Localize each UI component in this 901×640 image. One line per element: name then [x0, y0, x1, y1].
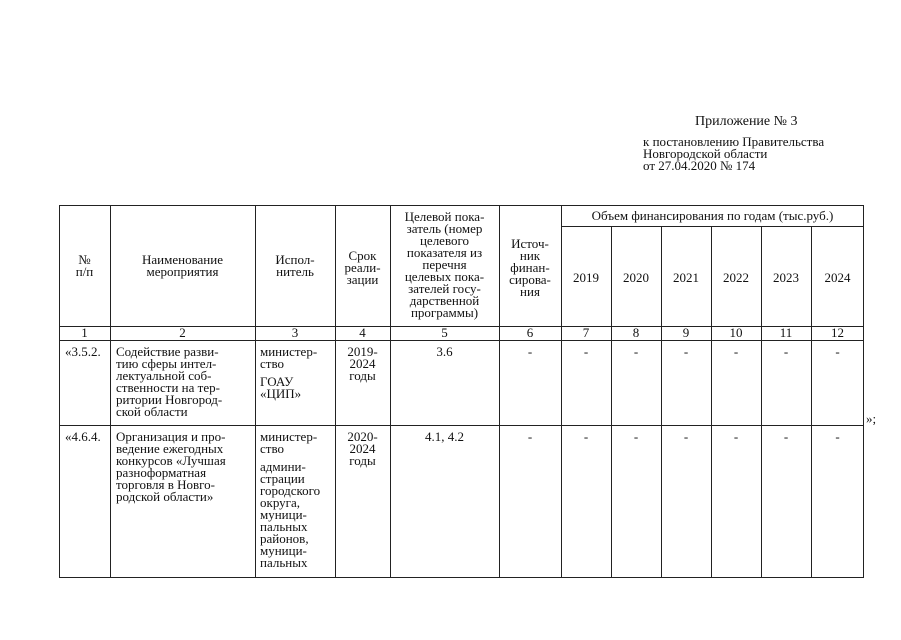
column-number: 6 [526, 325, 534, 340]
row-value: - [733, 344, 739, 359]
header-year: 2024 [824, 270, 851, 285]
divider [561, 226, 864, 227]
header-executor: Испол- нитель [275, 252, 315, 279]
decree-line: от 27.04.2020 № 174 [643, 158, 756, 173]
header-source: Источ- ник финан- сирова- ния [509, 236, 551, 299]
row-name: Организация и про- ведение ежегодных конкурсов «Лучшая разноформатная торговля в Новго- родской области» [116, 429, 226, 504]
header-year: 2023 [773, 270, 799, 285]
row-value: - [835, 344, 840, 359]
column-number: 11 [779, 325, 793, 340]
header-name: Наименование мероприятия [142, 252, 223, 279]
header-num: № п/п [75, 252, 94, 279]
column-number: 1 [81, 325, 88, 340]
header-funding-group: Объем финансирования по годам (тыс.руб.) [591, 208, 834, 223]
row-target: 3.6 [436, 344, 453, 359]
row-value: - [783, 344, 789, 359]
header-target: Целевой пока- затель (номер целевого показателя из перечня целевых пока- зателей госу- дарственной программы) [404, 209, 485, 320]
row-number: «3.5.2. [65, 344, 101, 359]
column-number: 5 [441, 325, 448, 340]
column-number: 7 [582, 325, 590, 340]
row-source: - [527, 429, 533, 444]
column-number: 2 [179, 325, 186, 340]
row-name: Содействие разви- тию сферы интел- лектуальной соб- ственности на тер- ритории Новгород- ской области [116, 344, 223, 419]
divider [561, 205, 562, 578]
row-term: 2019- 2024 годы [347, 344, 378, 383]
row-value: - [633, 344, 639, 359]
divider [59, 340, 864, 341]
row-value: - [835, 429, 840, 444]
row-executor: админи- страции городского округа, муници- пальных районов, муници- пальных [260, 459, 321, 570]
column-number: 12 [831, 325, 844, 340]
header-year: 2021 [673, 270, 699, 285]
row-value: - [583, 429, 589, 444]
row-closing-quote: »; [866, 411, 877, 426]
row-value: - [683, 344, 689, 359]
column-number: 3 [291, 325, 299, 340]
row-executor: министер- ство [260, 429, 318, 456]
divider [59, 425, 864, 426]
column-number: 10 [729, 325, 743, 340]
row-executor: министер- ство [260, 344, 318, 371]
row-executor: ГОАУ «ЦИП» [260, 374, 302, 401]
decree-reference [643, 136, 824, 172]
row-value: - [783, 429, 789, 444]
column-number: 8 [632, 325, 640, 340]
header-term: Срок реали- зации [344, 248, 381, 287]
row-value: - [683, 429, 689, 444]
row-value: - [583, 344, 589, 359]
row-value: - [733, 429, 739, 444]
column-number: 9 [682, 325, 690, 340]
row-term: 2020- 2024 годы [347, 429, 378, 468]
header-year: 2022 [723, 270, 749, 285]
header-year: 2019 [573, 270, 599, 285]
row-value: - [633, 429, 639, 444]
header-year: 2020 [623, 270, 649, 285]
appendix-title: Приложение № 3 [695, 114, 798, 129]
column-number: 4 [359, 325, 366, 340]
row-target: 4.1, 4.2 [425, 429, 464, 444]
row-source: - [527, 344, 533, 359]
decree-line: к постановлению Правительства [643, 134, 825, 149]
row-number: «4.6.4. [65, 429, 101, 444]
decree-line: Новгородской области [643, 146, 768, 161]
